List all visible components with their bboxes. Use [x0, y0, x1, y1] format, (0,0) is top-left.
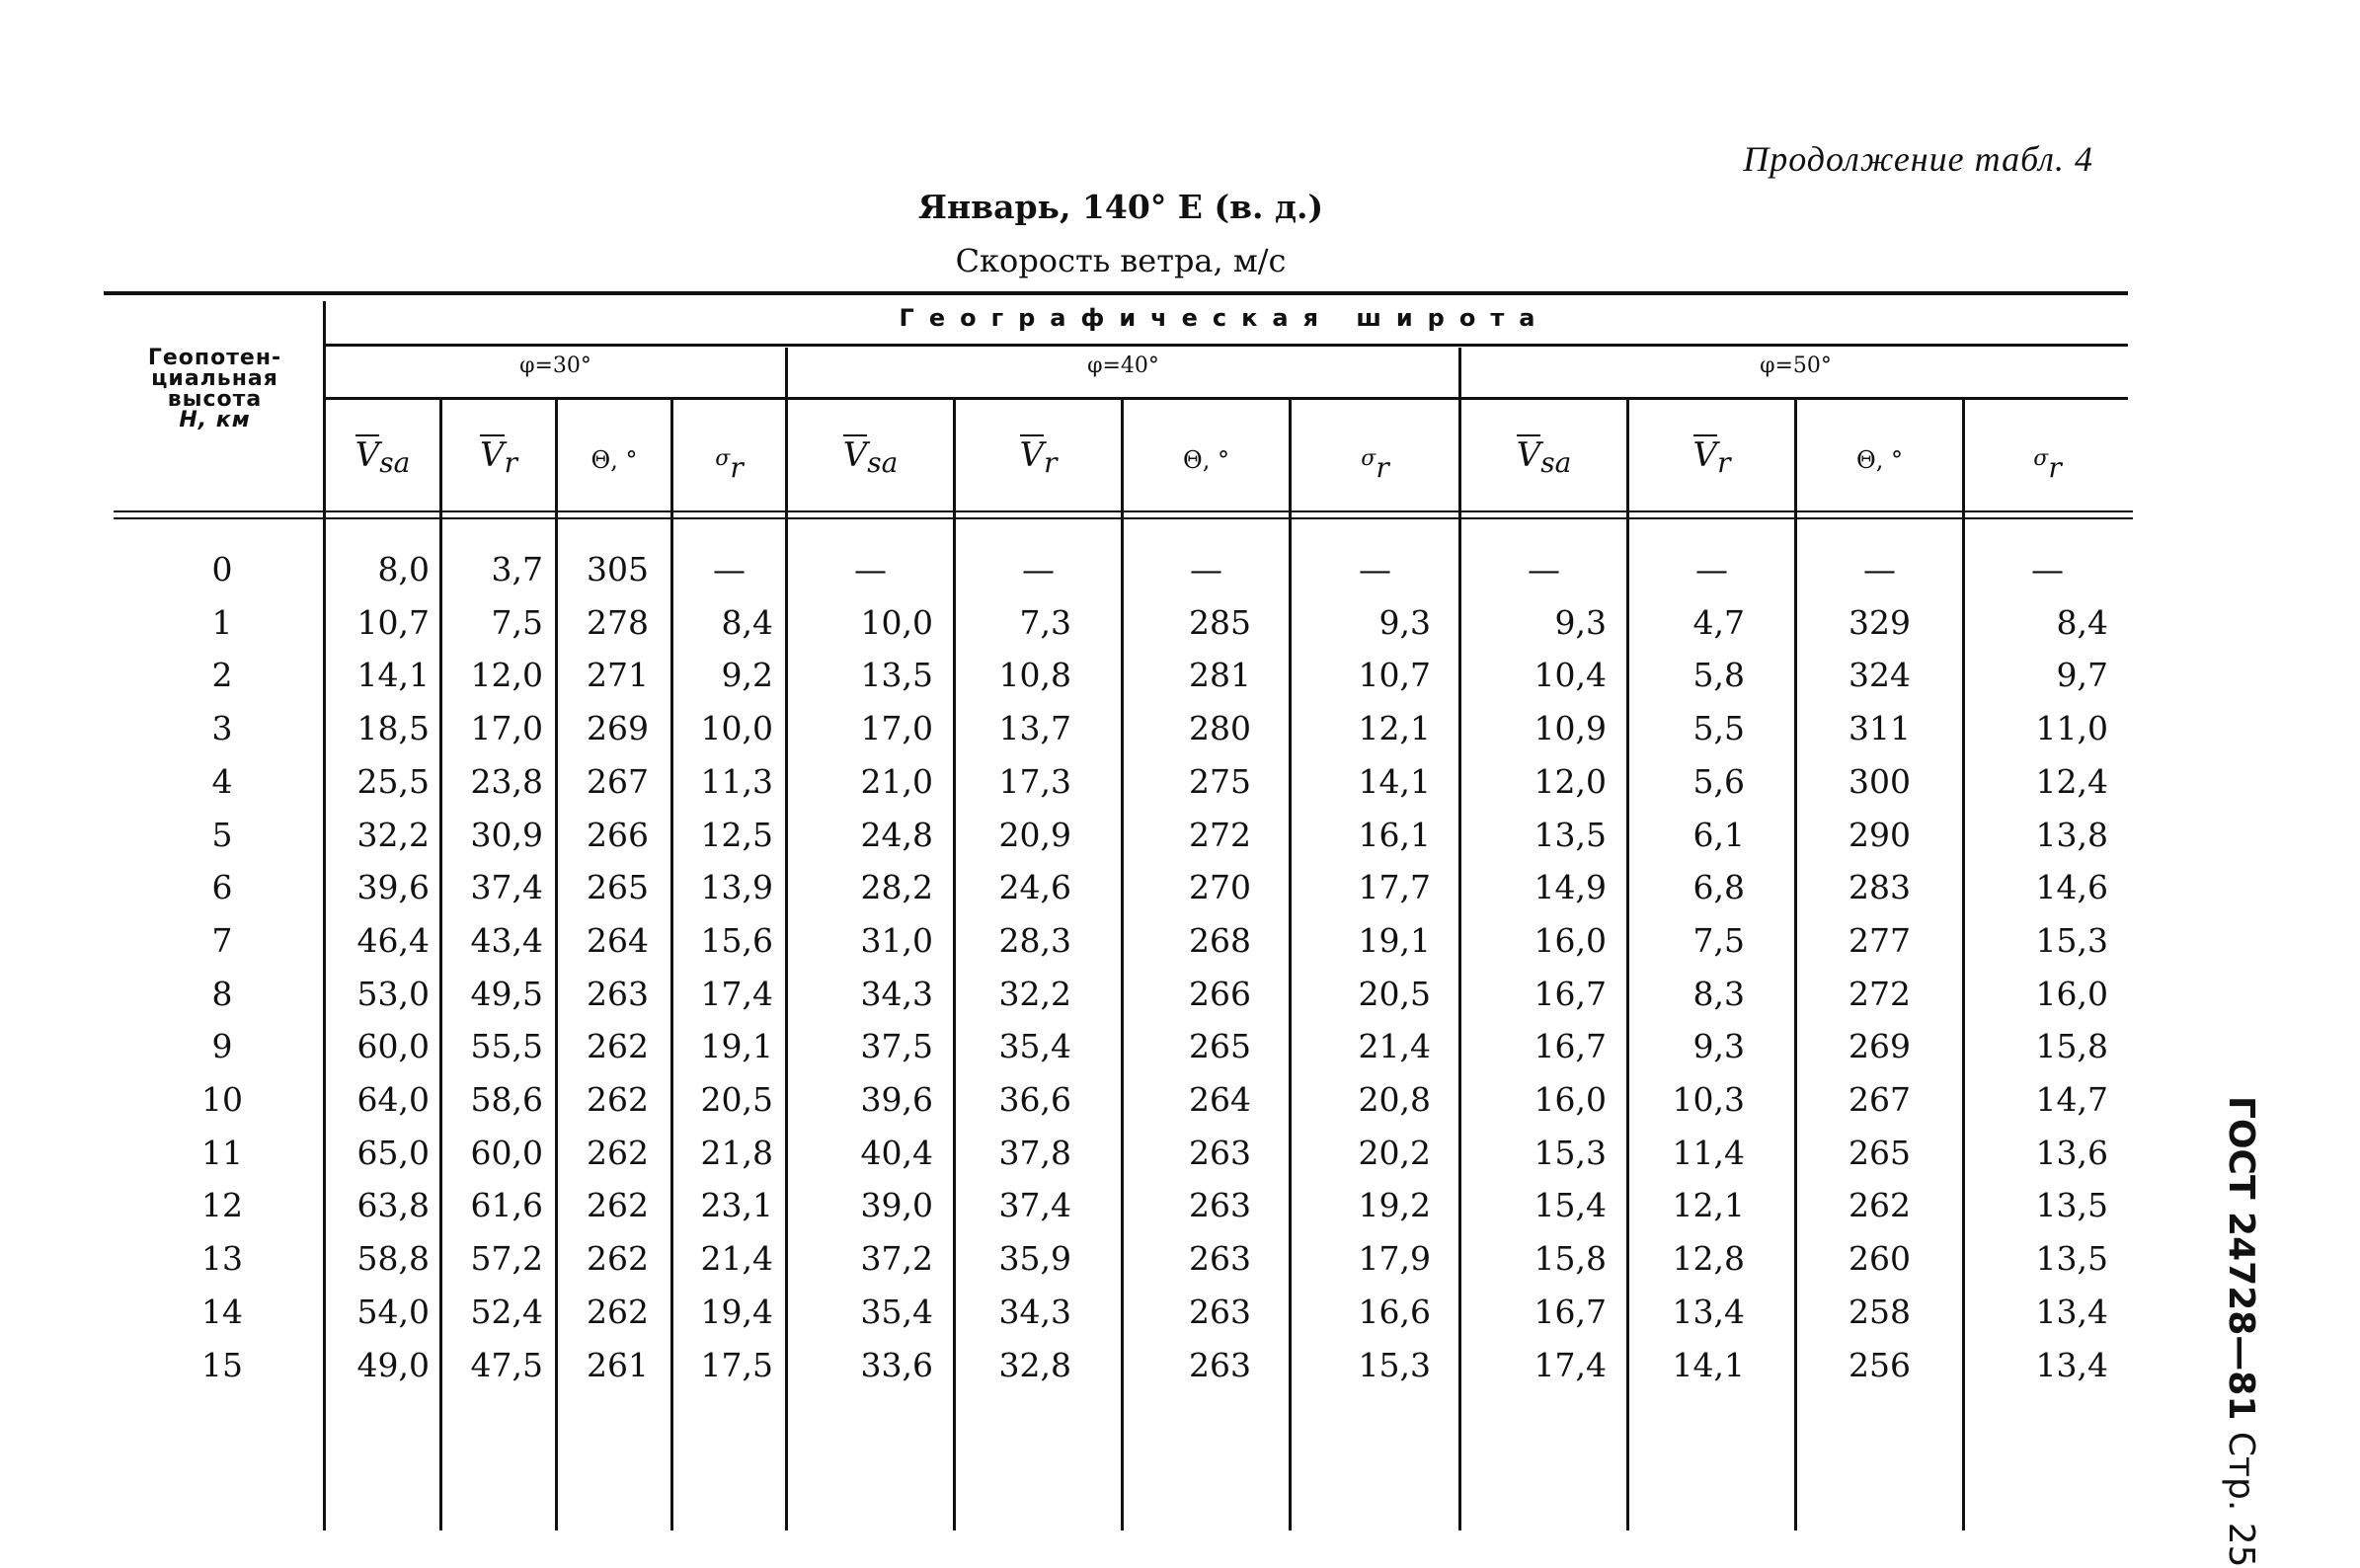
table-cell: 14,1	[1358, 762, 1431, 801]
height-cell: 10	[201, 1080, 243, 1119]
table-cell: 60,0	[356, 1027, 430, 1065]
table-cell: 15,8	[1534, 1239, 1607, 1278]
table-cell: 277	[1849, 921, 1911, 960]
table-cell: 17,0	[860, 709, 933, 747]
table-cell: 39,6	[860, 1080, 933, 1119]
table-cell: 32,8	[998, 1346, 1071, 1384]
table-cell: 37,8	[998, 1134, 1071, 1172]
row-header-line: Геопотен-	[147, 346, 282, 370]
table-cell: —	[1190, 550, 1222, 588]
table-cell: 7,5	[491, 603, 543, 642]
height-cell: 15	[201, 1346, 243, 1384]
table-cell: 267	[1849, 1080, 1911, 1119]
height-cell: 8	[211, 975, 233, 1013]
table-cell: 60,0	[470, 1134, 543, 1172]
table-cell: 12,0	[1534, 762, 1607, 801]
table-cell: 32,2	[998, 975, 1071, 1013]
table-cell: 31,0	[860, 921, 933, 960]
height-cell: 7	[211, 921, 233, 960]
table-cell: 3,7	[491, 550, 543, 588]
table-cell: 15,8	[2035, 1027, 2108, 1065]
table-cell: 270	[1189, 868, 1251, 906]
table-cell: 58,8	[356, 1239, 430, 1278]
table-cell: 39,6	[356, 868, 430, 906]
height-cell: 5	[211, 816, 233, 854]
table-cell: 13,7	[998, 709, 1071, 747]
column-header: $V_r$	[480, 435, 517, 479]
table-cell: 12,4	[2035, 762, 2108, 801]
height-cell: 0	[211, 550, 233, 588]
geographic-latitude-title: Географическая широта	[899, 304, 1550, 332]
column-header: Θ, °	[590, 446, 638, 474]
table-cell: 258	[1849, 1293, 1911, 1331]
geo-title-rule	[326, 344, 2128, 347]
table-cell: 12,1	[1358, 709, 1431, 747]
table-cell: 7,3	[1019, 603, 1071, 642]
table-cell: 268	[1189, 921, 1251, 960]
table-cell: 15,6	[700, 921, 773, 960]
table-cell: 61,6	[470, 1186, 543, 1224]
table-cell: 34,3	[998, 1293, 1071, 1331]
column-header: σr	[715, 446, 744, 484]
table-cell: 39,0	[860, 1186, 933, 1224]
table-cell: 16,7	[1534, 1027, 1607, 1065]
table-cell: 13,4	[1672, 1293, 1745, 1331]
table-cell: 54,0	[356, 1293, 430, 1331]
table-cell: 12,1	[1672, 1186, 1745, 1224]
table-cell: 10,0	[860, 603, 933, 642]
table-cell: 264	[1189, 1080, 1251, 1119]
table-cell: 13,5	[2035, 1186, 2108, 1224]
table-cell: 311	[1849, 709, 1911, 747]
table-cell: 15,3	[2035, 921, 2108, 960]
table-cell: 20,5	[1358, 975, 1431, 1013]
table-cell: 13,4	[2035, 1346, 2108, 1384]
table-cell: 271	[587, 656, 649, 694]
table-cell: 16,0	[1534, 1080, 1607, 1119]
table-cell: 20,2	[1358, 1134, 1431, 1172]
table-cell: 8,3	[1692, 975, 1745, 1013]
table-cell: 15,3	[1358, 1346, 1431, 1384]
table-cell: 16,7	[1534, 975, 1607, 1013]
column-header: Θ, °	[1856, 446, 1903, 474]
table-cell: 17,7	[1358, 868, 1431, 906]
table-subtitle: Скорость ветра, м/с	[955, 242, 1287, 279]
table-cell: 25,5	[356, 762, 430, 801]
table-cell: 24,8	[860, 816, 933, 854]
table-cell: 280	[1189, 709, 1251, 747]
table-cell: 28,3	[998, 921, 1071, 960]
table-cell: 30,9	[470, 816, 543, 854]
table-cell: 23,8	[470, 762, 543, 801]
table-cell: 55,5	[470, 1027, 543, 1065]
table-cell: 261	[587, 1346, 649, 1384]
table-cell: 35,4	[860, 1293, 933, 1331]
table-cell: 265	[1189, 1027, 1251, 1065]
latitude-rule	[326, 397, 2128, 400]
column-header: σr	[2033, 446, 2062, 484]
table-cell: 14,7	[2035, 1080, 2108, 1119]
table-cell: 34,3	[860, 975, 933, 1013]
table-cell: 300	[1849, 762, 1911, 801]
table-cell: 269	[587, 709, 649, 747]
table-cell: 266	[587, 816, 649, 854]
height-cell: 14	[201, 1293, 243, 1331]
table-cell: 16,1	[1358, 816, 1431, 854]
table-cell: 7,5	[1692, 921, 1745, 960]
table-cell: 5,5	[1692, 709, 1745, 747]
height-cell: 3	[211, 709, 233, 747]
table-cell: 264	[587, 921, 649, 960]
table-cell: 12,0	[470, 656, 543, 694]
row-header-line: H, км	[179, 408, 251, 432]
table-cell: 324	[1849, 656, 1911, 694]
page-footer-label	[2212, 1096, 2261, 1568]
height-cell: 13	[201, 1239, 243, 1278]
table-cell: 8,4	[721, 603, 773, 642]
table-cell: 35,4	[998, 1027, 1071, 1065]
table-cell: 14,1	[356, 656, 430, 694]
height-cell: 2	[211, 656, 233, 694]
table-cell: 63,8	[356, 1186, 430, 1224]
standard-number: ГОСТ 24728—81	[2221, 1096, 2261, 1421]
column-header: $V_r$	[1692, 435, 1731, 479]
table-cell: 49,0	[356, 1346, 430, 1384]
column-header: $V_r$	[1019, 435, 1058, 479]
table-cell: 37,2	[860, 1239, 933, 1278]
table-cell: 263	[1189, 1186, 1251, 1224]
table-cell: —	[1695, 550, 1728, 588]
table-cell: 6,8	[1692, 868, 1745, 906]
table-cell: 4,7	[1692, 603, 1745, 642]
table-cell: 13,5	[1534, 816, 1607, 854]
table-cell: 13,9	[700, 868, 773, 906]
table-cell: 263	[1189, 1134, 1251, 1172]
table-cell: —	[2031, 550, 2064, 588]
table-cell: 40,4	[860, 1134, 933, 1172]
table-cell: 8,4	[2056, 603, 2108, 642]
row-header-line: циальная	[151, 366, 278, 391]
table-cell: 290	[1849, 816, 1911, 854]
table-cell: 9,2	[721, 656, 773, 694]
table-cell: 21,0	[860, 762, 933, 801]
table-cell: 275	[1189, 762, 1251, 801]
table-cell: —	[854, 550, 887, 588]
table-cell: 329	[1849, 603, 1911, 642]
table-cell: 263	[587, 975, 649, 1013]
table-cell: 52,4	[470, 1293, 543, 1331]
column-header: $V_{sa}$	[1516, 435, 1572, 479]
table-cell: 37,5	[860, 1027, 933, 1065]
table-cell: 65,0	[356, 1134, 430, 1172]
table-cell: 17,4	[700, 975, 773, 1013]
height-cell: 12	[201, 1186, 243, 1224]
table-cell: 265	[587, 868, 649, 906]
table-cell: 11,0	[2035, 709, 2108, 747]
table-cell: 20,9	[998, 816, 1071, 854]
table-cell: —	[1359, 550, 1391, 588]
table-cell: 272	[1189, 816, 1251, 854]
table-cell: 17,9	[1358, 1239, 1431, 1278]
height-cell: 11	[201, 1134, 243, 1172]
row-header-line: высота	[167, 387, 263, 412]
table-cell: 262	[587, 1080, 649, 1119]
table-cell: 278	[587, 603, 649, 642]
latitude-header: φ=30°	[519, 353, 591, 378]
table-cell: 53,0	[356, 975, 430, 1013]
table-cell: —	[1022, 550, 1055, 588]
table-cell: 272	[1849, 975, 1911, 1013]
table-cell: 17,4	[1534, 1346, 1607, 1384]
column-header: σr	[1361, 446, 1389, 484]
table-cell: 16,7	[1534, 1293, 1607, 1331]
table-cell: 12,5	[700, 816, 773, 854]
table-cell: 263	[1189, 1346, 1251, 1384]
table-cell: 5,8	[1692, 656, 1745, 694]
table-cell: 19,1	[1358, 921, 1431, 960]
table-cell: 262	[587, 1239, 649, 1278]
table-cell: 37,4	[998, 1186, 1071, 1224]
table-cell: 49,5	[470, 975, 543, 1013]
table-cell: 305	[587, 550, 649, 588]
table-cell: 262	[1849, 1186, 1911, 1224]
row-header	[104, 348, 326, 431]
table-cell: 57,2	[470, 1239, 543, 1278]
column-header: $V_{sa}$	[354, 435, 411, 479]
height-cell: 6	[211, 868, 233, 906]
table-cell: 262	[587, 1134, 649, 1172]
table-cell: 9,3	[1554, 603, 1607, 642]
table-cell: 10,7	[1358, 656, 1431, 694]
top-rule	[104, 291, 2128, 295]
table-cell: 43,4	[470, 921, 543, 960]
table-cell: 5,6	[1692, 762, 1745, 801]
table-cell: 13,6	[2035, 1134, 2108, 1172]
table-cell: 37,4	[470, 868, 543, 906]
table-cell: —	[1528, 550, 1560, 588]
table-cell: 263	[1189, 1293, 1251, 1331]
table-cell: 15,4	[1534, 1186, 1607, 1224]
table-cell: 17,5	[700, 1346, 773, 1384]
table-cell: 14,6	[2035, 868, 2108, 906]
table-cell: 262	[587, 1186, 649, 1224]
table-cell: 17,0	[470, 709, 543, 747]
table-cell: 21,8	[700, 1134, 773, 1172]
table-cell: 262	[587, 1027, 649, 1065]
table-cell: 17,3	[998, 762, 1071, 801]
table-cell: 285	[1189, 603, 1251, 642]
table-cell: 256	[1849, 1346, 1911, 1384]
height-cell: 9	[211, 1027, 233, 1065]
table-cell: 283	[1849, 868, 1911, 906]
column-header: Θ, °	[1183, 446, 1229, 474]
table-cell: 14,1	[1672, 1346, 1745, 1384]
table-cell: 19,4	[700, 1293, 773, 1331]
latitude-header: φ=50°	[1760, 353, 1832, 378]
table-cell: 20,8	[1358, 1080, 1431, 1119]
table-cell: 10,0	[700, 709, 773, 747]
table-cell: 13,4	[2035, 1293, 2108, 1331]
table-cell: 269	[1849, 1027, 1911, 1065]
table-cell: 47,5	[470, 1346, 543, 1384]
table-cell: 267	[587, 762, 649, 801]
table-cell: 8,0	[377, 550, 430, 588]
table-cell: 15,3	[1534, 1134, 1607, 1172]
table-cell: 13,5	[860, 656, 933, 694]
table-cell: 14,9	[1534, 868, 1607, 906]
table-cell: 20,5	[700, 1080, 773, 1119]
table-cell: 10,4	[1534, 656, 1607, 694]
table-cell: 9,3	[1692, 1027, 1745, 1065]
table-cell: 11,3	[700, 762, 773, 801]
table-cell: 10,9	[1534, 709, 1607, 747]
table-cell: 16,0	[1534, 921, 1607, 960]
table-cell: 19,2	[1358, 1186, 1431, 1224]
table-cell: 32,2	[356, 816, 430, 854]
table-cell: 13,5	[2035, 1239, 2108, 1278]
table-cell: 262	[587, 1293, 649, 1331]
latitude-header: φ=40°	[1087, 353, 1159, 378]
table-cell: 18,5	[356, 709, 430, 747]
table-cell: 16,6	[1358, 1293, 1431, 1331]
table-cell: 19,1	[700, 1027, 773, 1065]
continuation-label: Продолжение табл. 4	[1743, 139, 2093, 179]
table-cell: 10,3	[1672, 1080, 1745, 1119]
table-cell: 10,7	[356, 603, 430, 642]
table-cell: 6,1	[1692, 816, 1745, 854]
table-cell: 9,7	[2056, 656, 2108, 694]
table-cell: 58,6	[470, 1080, 543, 1119]
table-cell: 10,8	[998, 656, 1071, 694]
table-cell: 24,6	[998, 868, 1071, 906]
table-cell: 35,9	[998, 1239, 1071, 1278]
table-cell: 9,3	[1378, 603, 1431, 642]
table-cell: 28,2	[860, 868, 933, 906]
table-cell: 64,0	[356, 1080, 430, 1119]
table-cell: 263	[1189, 1239, 1251, 1278]
table-cell: —	[713, 550, 746, 588]
table-cell: 23,1	[700, 1186, 773, 1224]
height-cell: 4	[211, 762, 233, 801]
table-cell: 13,8	[2035, 816, 2108, 854]
table-cell: 36,6	[998, 1080, 1071, 1119]
column-header: $V_{sa}$	[842, 435, 899, 479]
page-number: Стр. 25	[2221, 1431, 2261, 1568]
table-cell: 33,6	[860, 1346, 933, 1384]
table-cell: 266	[1189, 975, 1251, 1013]
table-cell: 16,0	[2035, 975, 2108, 1013]
table-cell: 11,4	[1672, 1134, 1745, 1172]
table-cell: 46,4	[356, 921, 430, 960]
table-cell: 281	[1189, 656, 1251, 694]
table-title: Январь, 140° Е (в. д.)	[917, 188, 1324, 226]
height-cell: 1	[211, 603, 233, 642]
table-cell: 260	[1849, 1239, 1911, 1278]
table-cell: —	[1863, 550, 1896, 588]
table-cell: 21,4	[700, 1239, 773, 1278]
table-cell: 265	[1849, 1134, 1911, 1172]
table-cell: 12,8	[1672, 1239, 1745, 1278]
table-cell: 21,4	[1358, 1027, 1431, 1065]
